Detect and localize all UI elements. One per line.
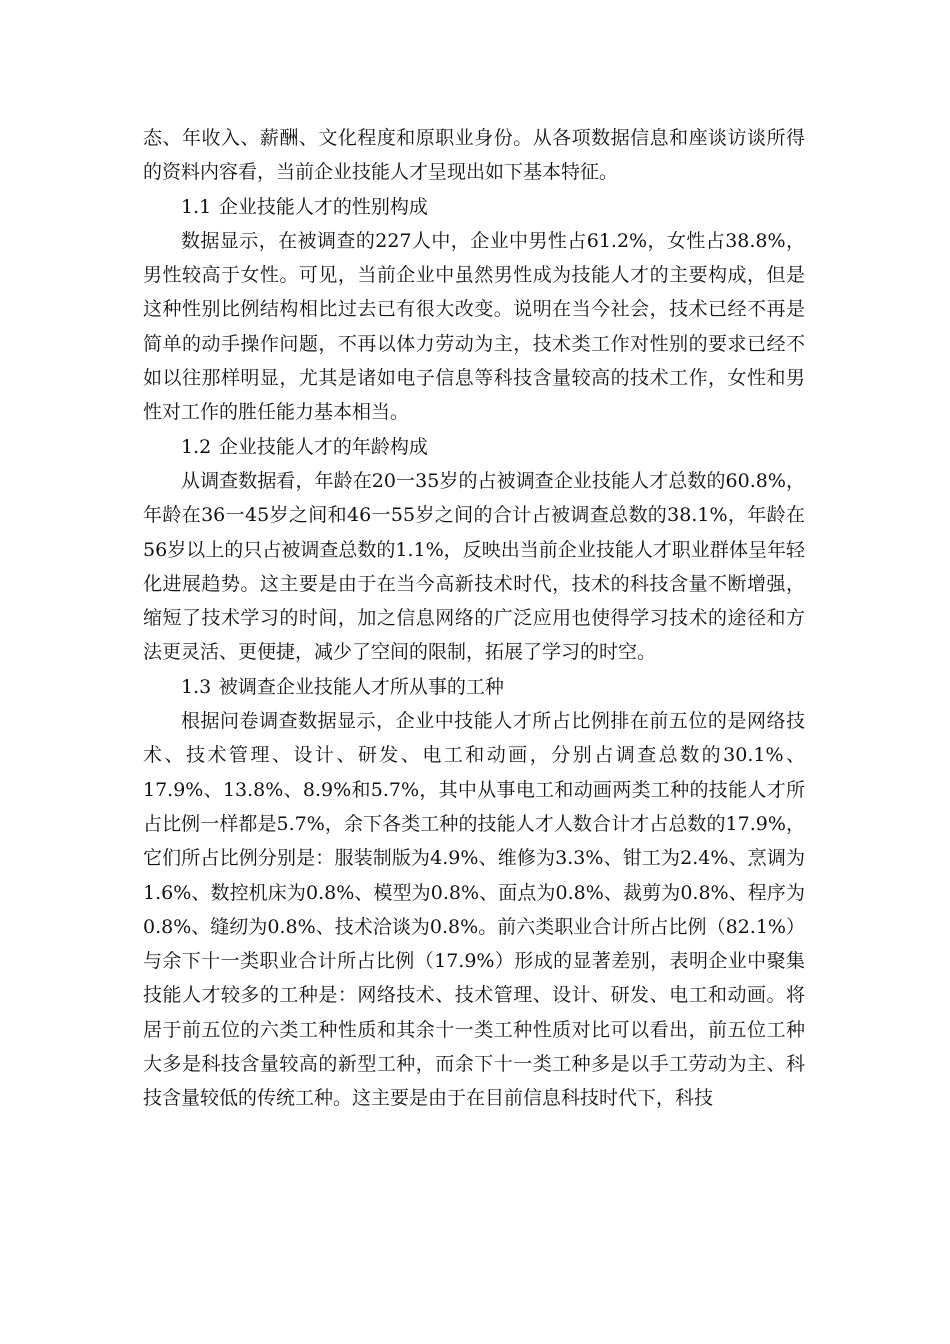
paragraph-intro: 态、年收入、薪酬、文化程度和原职业身份。从各项数据信息和座谈访谈所得的资料内容看，当前企业技能人才呈现出如下基本特征。 (143, 127, 805, 184)
section-title: 企业技能人才的性别构成 (218, 195, 428, 218)
section-number: 1.1 (181, 195, 212, 218)
section-number: 1.2 (181, 435, 212, 458)
section-title: 被调查企业技能人才所从事的工种 (218, 675, 504, 698)
section-heading-1-2 (143, 430, 805, 464)
section-number: 1.3 (181, 675, 212, 698)
section-title: 企业技能人才的年龄构成 (218, 435, 428, 458)
section-heading-1-3 (143, 670, 805, 704)
section-heading-1-1 (143, 190, 805, 224)
paragraph-occupation: 根据问卷调查数据显示，企业中技能人才所占比例排在前五位的是网络技术、技术管理、设计、研发、电工和动画，分别占调查总数的30.1%、17.9%、13.8%、8.9%和5.7%，其中从事电工和动画两类工种的技能人才所占比例一样都是5.7%，余下各类工种的技能人才人数合计才占总数的17.9%，它们所占比例分别是：服装制版为4.9%、维修为3.3%、钳工为2.4%、烹调为1.6%、数控机床为0.8%、模型为0.8%、面点为0.8%、裁剪为0.8%、程序为0.8%、缝纫为0.8%、技术洽谈为0.8%。前六类职业合计所占比例（82.1%）与余下十一类职业合计所占比例（17.9%）形成的显著差别，表明企业中聚集技能人才较多的工种是：网络技术、技术管理、设计、研发、电工和动画。将居于前五位的六类工种性质和其余十一类工种性质对比可以看出，前五位工种大多是科技含量较高的新型工种，而余下十一类工种多是以手工劳动为主、科技含量较低的传统工种。这主要是由于在目前信息科技时代下，科技 (143, 710, 805, 1110)
paragraph-gender: 数据显示，在被调查的227人中，企业中男性占61.2%，女性占38.8%，男性较高于女性。可见，当前企业中虽然男性成为技能人才的主要构成，但是这种性别比例结构相比过去已有很大改变。说明在当今社会，技术已经不再是简单的动手操作问题，不再以体力劳动为主，技术类工作对性别的要求已经不如以往那样明显，尤其是诸如电子信息等科技含量较高的技术工作，女性和男性对工作的胜任能力基本相当。 (143, 229, 805, 424)
paragraph-age: 从调查数据看，年龄在20一35岁的占被调查企业技能人才总数的60.8%，年龄在36一45岁之间和46一55岁之间的合计占被调查总数的38.1%，年龄在56岁以上的只占被调查总数的1.1%，反映出当前企业技能人才职业群体呈年轻化进展趋势。这主要是由于在当今高新技术时代，技术的科技含量不断增强，缩短了技术学习的时间，加之信息网络的广泛应用也使得学习技术的途径和方法更灵活、更便捷，减少了空间的限制，拓展了学习的时空。 (143, 469, 805, 664)
document-page (143, 121, 805, 1116)
